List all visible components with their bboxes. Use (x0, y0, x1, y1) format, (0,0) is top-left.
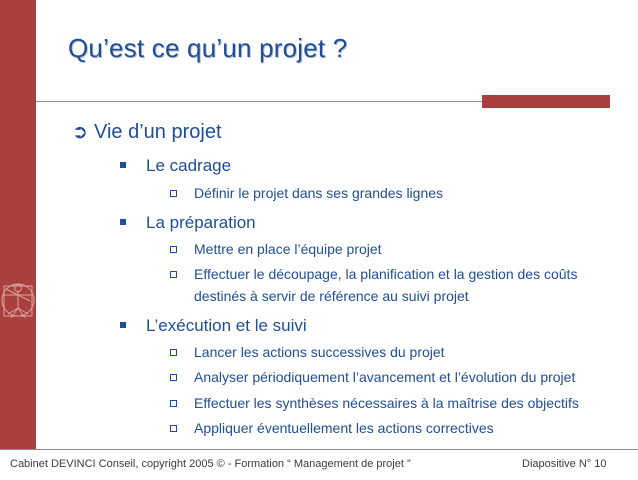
hollow-square-bullet-icon (170, 349, 177, 356)
square-bullet-icon (120, 322, 126, 328)
footer-copyright: Cabinet DEVINCI Conseil, copyright 2005 © - Formation “ Management de projet ” (10, 458, 411, 470)
slide-title: Qu’est ce qu’un projet ? (68, 33, 348, 63)
hollow-square-bullet-icon (170, 190, 177, 197)
level1-heading: Vie d’un projet (94, 121, 222, 143)
slide-number: Diapositive N° 10 (522, 458, 607, 470)
hollow-square-bullet-icon (170, 425, 177, 432)
arrow-bullet-icon: ➲ (72, 122, 88, 143)
square-bullet-icon (120, 219, 126, 225)
hollow-square-bullet-icon (170, 246, 177, 253)
left-accent-band (0, 0, 36, 449)
hollow-square-bullet-icon (170, 374, 177, 381)
hollow-square-bullet-icon (170, 271, 177, 278)
title-accent-bar (482, 95, 610, 108)
hollow-square-bullet-icon (170, 400, 177, 407)
vitruvian-man-icon (0, 245, 36, 355)
square-bullet-icon (120, 162, 126, 168)
